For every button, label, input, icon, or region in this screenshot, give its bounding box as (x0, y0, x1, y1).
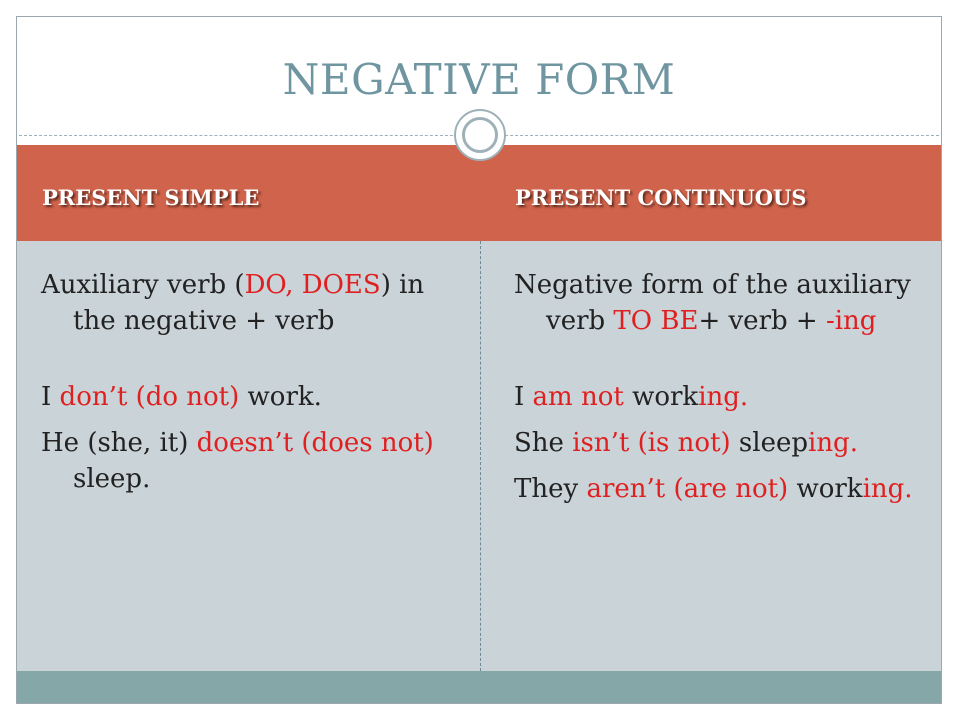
slide-title: NEGATIVE FORM (282, 55, 676, 104)
present-continuous-header: PRESENT CONTINUOUS (515, 185, 807, 210)
present-continuous-column (514, 267, 929, 507)
slide (16, 16, 942, 704)
circle-ornament-icon (454, 109, 506, 161)
column-divider (480, 241, 481, 671)
present-continuous-example-2: She isn’t (is not) sleeping. (514, 428, 858, 458)
present-simple-rule: Auxiliary verb (DO, DOES) in the negative + verb (41, 270, 425, 336)
present-simple-column (41, 267, 461, 497)
present-simple-example-2: He (she, it) doesn’t (does not) sleep. (41, 428, 434, 494)
present-simple-example-1: I don’t (do not) work. (41, 382, 322, 412)
present-simple-header: PRESENT SIMPLE (42, 185, 260, 210)
present-continuous-example-3: They aren’t (are not) working. (514, 474, 913, 504)
present-continuous-rule: Negative form of the auxiliary verb TO BE+ verb + -ing (514, 270, 911, 336)
present-continuous-example-1: I am not working. (514, 382, 749, 412)
footer-band (17, 671, 941, 704)
